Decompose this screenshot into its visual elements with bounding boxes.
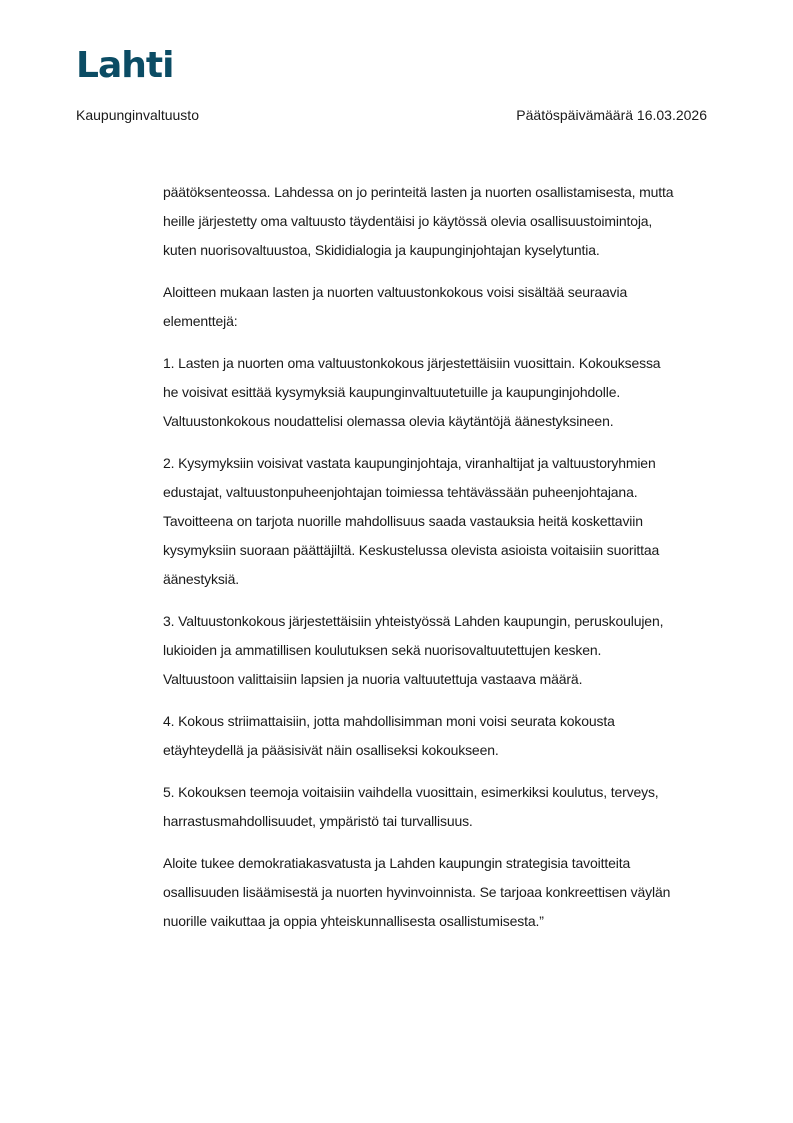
- paragraph-line: 5. Kokouksen teemoja voitaisiin vaihdella vuosittain, esimerkiksi koulutus, terveys,: [163, 784, 659, 800]
- paragraph: [163, 178, 723, 265]
- paragraph-line: lukioiden ja ammatillisen koulutuksen sekä nuorisovaltuutettujen kesken.: [163, 642, 602, 658]
- paragraph: [163, 278, 723, 336]
- paragraph-line: heille järjestetty oma valtuusto täydentäisi jo käytössä olevia osallisuustoimintoja,: [163, 213, 653, 229]
- paragraph: [163, 778, 723, 836]
- header-organization: Kaupunginvaltuusto: [76, 107, 199, 123]
- paragraph-line: kysymyksiin suoraan päättäjiltä. Keskustelussa olevista asioista voitaisiin suorittaa: [163, 542, 660, 558]
- paragraph-line: Aloitteen mukaan lasten ja nuorten valtuustonkokous voisi sisältää seuraavia: [163, 284, 628, 300]
- paragraph-line: 1. Lasten ja nuorten oma valtuustonkokous järjestettäisiin vuosittain. Kokouksessa: [163, 355, 661, 371]
- paragraph-line: 3. Valtuustonkokous järjestettäisiin yhteistyössä Lahden kaupungin, peruskoulujen,: [163, 613, 664, 629]
- paragraph-line: harrastusmahdollisuudet, ympäristö tai turvallisuus.: [163, 813, 473, 829]
- paragraph-line: Valtuustoon valittaisiin lapsien ja nuoria valtuutettuja vastaava määrä.: [163, 671, 583, 687]
- document-body: [163, 178, 723, 949]
- logo-text: Lahti: [76, 45, 174, 86]
- paragraph-line: kuten nuorisovaltuustoa, Skididialogia ja kaupunginjohtajan kyselytuntia.: [163, 242, 600, 258]
- paragraph-line: äänestyksiä.: [163, 571, 240, 587]
- paragraph-line: 4. Kokous striimattaisiin, jotta mahdollisimman moni voisi seurata kokousta: [163, 713, 615, 729]
- paragraph: [163, 607, 723, 694]
- paragraph-line: Aloite tukee demokratiakasvatusta ja Lahden kaupungin strategisia tavoitteita: [163, 855, 631, 871]
- paragraph-line: Valtuustonkokous noudattelisi olemassa olevia käytäntöjä äänestyksineen.: [163, 413, 614, 429]
- paragraph: [163, 849, 723, 936]
- paragraph-line: edustajat, valtuustonpuheenjohtajan toimiessa tehtävässään puheenjohtajana.: [163, 484, 638, 500]
- lahti-logo: [76, 44, 173, 84]
- header-decision-date: Päätöspäivämäärä 16.03.2026: [516, 107, 707, 123]
- paragraph-line: nuorille vaikuttaa ja oppia yhteiskunnallisesta osallistumisesta.”: [163, 913, 544, 929]
- paragraph: [163, 707, 723, 765]
- paragraph-line: päätöksenteossa. Lahdessa on jo perinteitä lasten ja nuorten osallistamisesta, mutta: [163, 184, 674, 200]
- paragraph-line: Tavoitteena on tarjota nuorille mahdollisuus saada vastauksia heitä koskettaviin: [163, 513, 643, 529]
- paragraph: [163, 349, 723, 436]
- paragraph-line: he voisivat esittää kysymyksiä kaupunginvaltuutetuille ja kaupunginjohdolle.: [163, 384, 621, 400]
- paragraph: [163, 449, 723, 594]
- paragraph-line: 2. Kysymyksiin voisivat vastata kaupunginjohtaja, viranhaltijat ja valtuustoryhmien: [163, 455, 656, 471]
- paragraph-line: etäyhteydellä ja pääsisivät näin osalliseksi kokoukseen.: [163, 742, 499, 758]
- paragraph-line: osallisuuden lisäämisestä ja nuorten hyvinvoinnista. Se tarjoaa konkreettisen väylän: [163, 884, 671, 900]
- paragraph-line: elementtejä:: [163, 313, 238, 329]
